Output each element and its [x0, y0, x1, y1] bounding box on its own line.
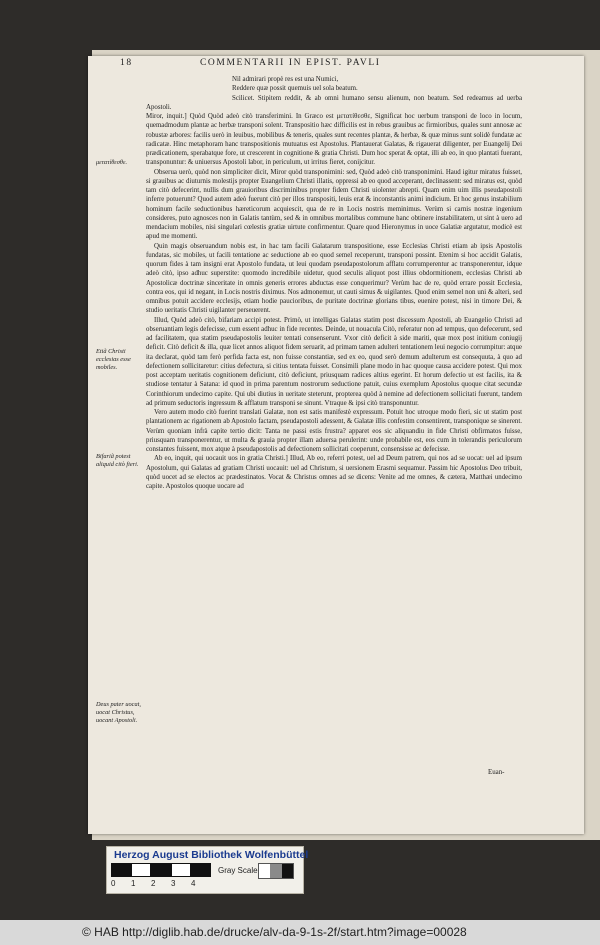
gray-scale-swatch	[258, 863, 294, 879]
ruler-label: 3	[171, 879, 176, 888]
running-title: COMMENTARII IN EPIST. PAVLI	[200, 58, 381, 68]
paragraph: Ab eo, inquit, qui uocauit uos in gratia Christi.] Illud, Ab eo, referri potest, uel ad Deum patrem, qui nos ad se uocat: uel ad ipsum Apostolum, qui Galatas ad gratiam Christi uocauit: uel ad Christum, si uersionem Erasmi sequamur. Passim hic Apostolus Deo tribuit, quòd uocet ad se electos ac prædestinatos. Vocat & Christus omnes ad se dicens: Venite ad me omnes, & cætera, Matthæi undecimo capite. Apostolos quoque uocare ad	[146, 455, 522, 490]
margin-note-bifariam: Bifariã potest aliquid citò fieri.	[96, 453, 139, 468]
stamp-title: Herzog August Bibliothek Wolfenbüttel	[114, 849, 309, 861]
copyright-footer	[0, 920, 600, 945]
footer-link[interactable]: © HAB http://diglib.hab.de/drucke/alv-da-9-1s-2f/start.htm?image=00028	[82, 925, 467, 939]
gray-swatch	[259, 864, 270, 878]
verse-line: Reddere quæ possit quemuis uel sola beatum.	[232, 85, 358, 93]
page-number: 18	[120, 58, 133, 68]
measurement-ruler	[111, 863, 212, 877]
paragraph: Quin magis obseruandum nobis est, in hac tam facili Galatarum transpositione, esse Ecclesias Christi etiam ab ipsis Apostolis fundatas, sic mobiles, ut facili tentatione ac seductione ab eo quod semel receperunt, transponi possint. Etenim si hoc accidit Galatis, quorum fides à tam insigni erat Apostolo fundata, ut leui quodam pseudapostolorum afflatu corrumperentur ac transponerentur, idque adeò citò, ipso adhuc superstite: quomodo incredibile uidetur, quod seculis aliquot post illius obdormitionem, ecclesias Christi ab Apostolicæ doctrinæ sinceritate in omnis generis errores abductas esse conquerimur? Verùm hac de re, quòd errare possit Ecclesia, contra eos, qui id negant, in Locis nostris diximus. Nos admonemur, ut cauti simus & uigilantes. Quod enim semel non uni & alteri, sed omnibus potuit accidere ecclesijs, etiam hodie paucioribus, de puritate doctrinæ glorians tibus, euenire potest, nisi in timore Dei, & studio ueritatis Christi uigilanter perseuerent.	[146, 242, 522, 315]
margin-note-deus-pater: Deus pater uocat, uocat Christus, uocant Apostoli.	[96, 701, 141, 724]
paragraph: Scilicet. Stipitem reddit, & ab omni humano sensu alienum, non beatum. Sed redeamus ad uerba Apostoli.	[146, 94, 522, 111]
paragraph: Miror, inquit.] Quòd Quòd adeò citò transferimini. In Græco est μετατίθεσθε, Significat hoc uerbum transponi de loco in locum, quemadmodum plantæ ac herbæ transponi solent. Transpositio hæc difficilis est in rebus grauibus ac firmioribus, quales sunt annosæ ac robustæ arbores: facilis uerò in leuibus, mobilibus & teneris, quales sunt recentes plantæ, & herbæ, & quæ minus sunt solidè fundatæ ac radicatæ. Hinc metaphoram hanc transpositionis mutuatus est Apostolus. Plantauerat Galatas, & rigauerat diligenter, per Euangelij Dei prædicationem, sperabatque fore, ut crescerent in cognitione & gratia Christi. Dum hoc sperat & optat, illi ab eo, in quo plantati fuerant, transponuntur: & uniuersus Apostoli labor, in periculum, ut irritus fieret, conijcitur.	[146, 113, 522, 167]
ruler-segment	[131, 863, 151, 877]
verse-line: Nil admirari propè res est una Numici,	[232, 76, 339, 83]
catchword: Euan-	[488, 769, 505, 776]
margin-note-ecclesias: Etiã Christi ecclesias esse mobiles.	[96, 348, 131, 371]
gray-swatch	[270, 864, 281, 878]
gray-scale-label: Gray Scale	[218, 866, 258, 875]
ruler-label: 2	[151, 879, 156, 888]
ruler-label: 0	[111, 879, 116, 888]
ruler-segment	[171, 863, 191, 877]
ruler-segment	[151, 863, 171, 877]
ruler-segment	[191, 863, 211, 877]
ruler-label: 4	[191, 879, 196, 888]
paragraph: Obserua uerò, quòd non simpliciter dicit, Miror quòd transponimini: sed, Quòd adeò citò transponimini. Haud igitur miratus fuisset, si grauibus ac diuturnis molestijs propter Euangelium Christi illatis, oppressi ab eo quod acceperant, declinassent: sed miratus est, quòd tam citò defecerint, nullis dum grauioribus discriminibus propter fidem Christi uiolenter abrepti. Quam enim uim illis pseudapostoli inferre potuerunt? Quod autem adeò fuerunt citò per illos transpositi, leuis erat & inconstantis animi indicium. Et hoc genus instabilium hominum facile seductionibus hæreticorum acquiescit, qua de re in Locis nostris meminimus. Verùm si carnis nostræ ingenium consideres, puto agnosces non in Galatis tantùm, sed & in omnibus mortalibus commune hanc obtinere instabilitatem, ut sint à uero ad mendacium mobiles, nisi singulari cœlestis gratiæ uirtute confirmentur. Quare quod Hieronymus in uoce Galatiæ argutatur, modicè est apud me momenti.	[146, 168, 522, 241]
gray-swatch	[282, 864, 293, 878]
ruler-segment	[111, 863, 131, 877]
running-header	[120, 58, 525, 72]
ruler-label: 1	[131, 879, 136, 888]
paragraph: Vero autem modo citò fuerint translati Galatæ, non est satis manifestè expressum. Potuit hoc utroque modo fieri, sic ut statim post plantationem ac rigationem ab Apostolo factam, pseudapostoli adessent, & Galatæ illis confestim consentirent, transponique se sinerent. Verùm quoniam infrà capite tertio dicit: Tanta ne passi estis frustra? apparet eos sic aliquandiu in fide Christi obfirmatos fuisse, priusquam transponerentur, ut multa & grauia propter illam aduersa perulerint: unde probabile est, eos cum in tolerandis periculorum constantes fuissent, mox atque à pseudapostolis ad defectionem sollicitati coeperunt, consensisse ac defecisse.	[146, 409, 522, 453]
body-text	[146, 75, 522, 775]
margin-note-greek: μετατίθεσθε.	[96, 159, 128, 166]
paragraph: Illud, Quòd adeò citò, bifariam accipi potest. Primò, ut intelligas Galatas statim post discessum Apostoli, ab Euangelio Christi ad obseruantiam legis defecisse, cum essent adhuc in fide recentes. Deinde, ut nouacula Citò, referatur non ad tempus, quo defecerunt, sed ad facilitatem, qua statim pseudapostolis leuiter tentati consenserunt. Vxor citò deficit à side mariti, quæ mox post initium coniugij deficit. Citò deficit & illa, quæ licet annos aliquot fidem seruarit, ad primam tamen adulteri tentationem leui negocio corrumpitur: atque ita declarat, quòd tam ferò perfida facta est, non fuisse constantiæ, sed ex eo, quod serò demum adulterum est consequuta, à quo ad defectionem sollicitaretur: citius defectura, si citius tentata fuisset. Consimili plane modo in hac quoque causa accidere potest. Qui mox post acceptam ueritatis cognitionem deficiunt, citò deficiunt, priusquam radices altius egerint. Et horum defectio ut est facilis, ita & studiose tentatur à Satana: id quod in prima parentum nostrorum seductione patuit, cuius exemplum Apostolus quoque citat secundæ Corinthiorum undecimo capite. Qui ubi diutius in ueritate steterunt, propterea quòd à nemine ad defectionem sollicitati fuerunt, tandem ad primum seductoris ingressum & afflatum transponi se sinunt. Vtraque & ipsi citò transponuntur.	[146, 316, 522, 407]
